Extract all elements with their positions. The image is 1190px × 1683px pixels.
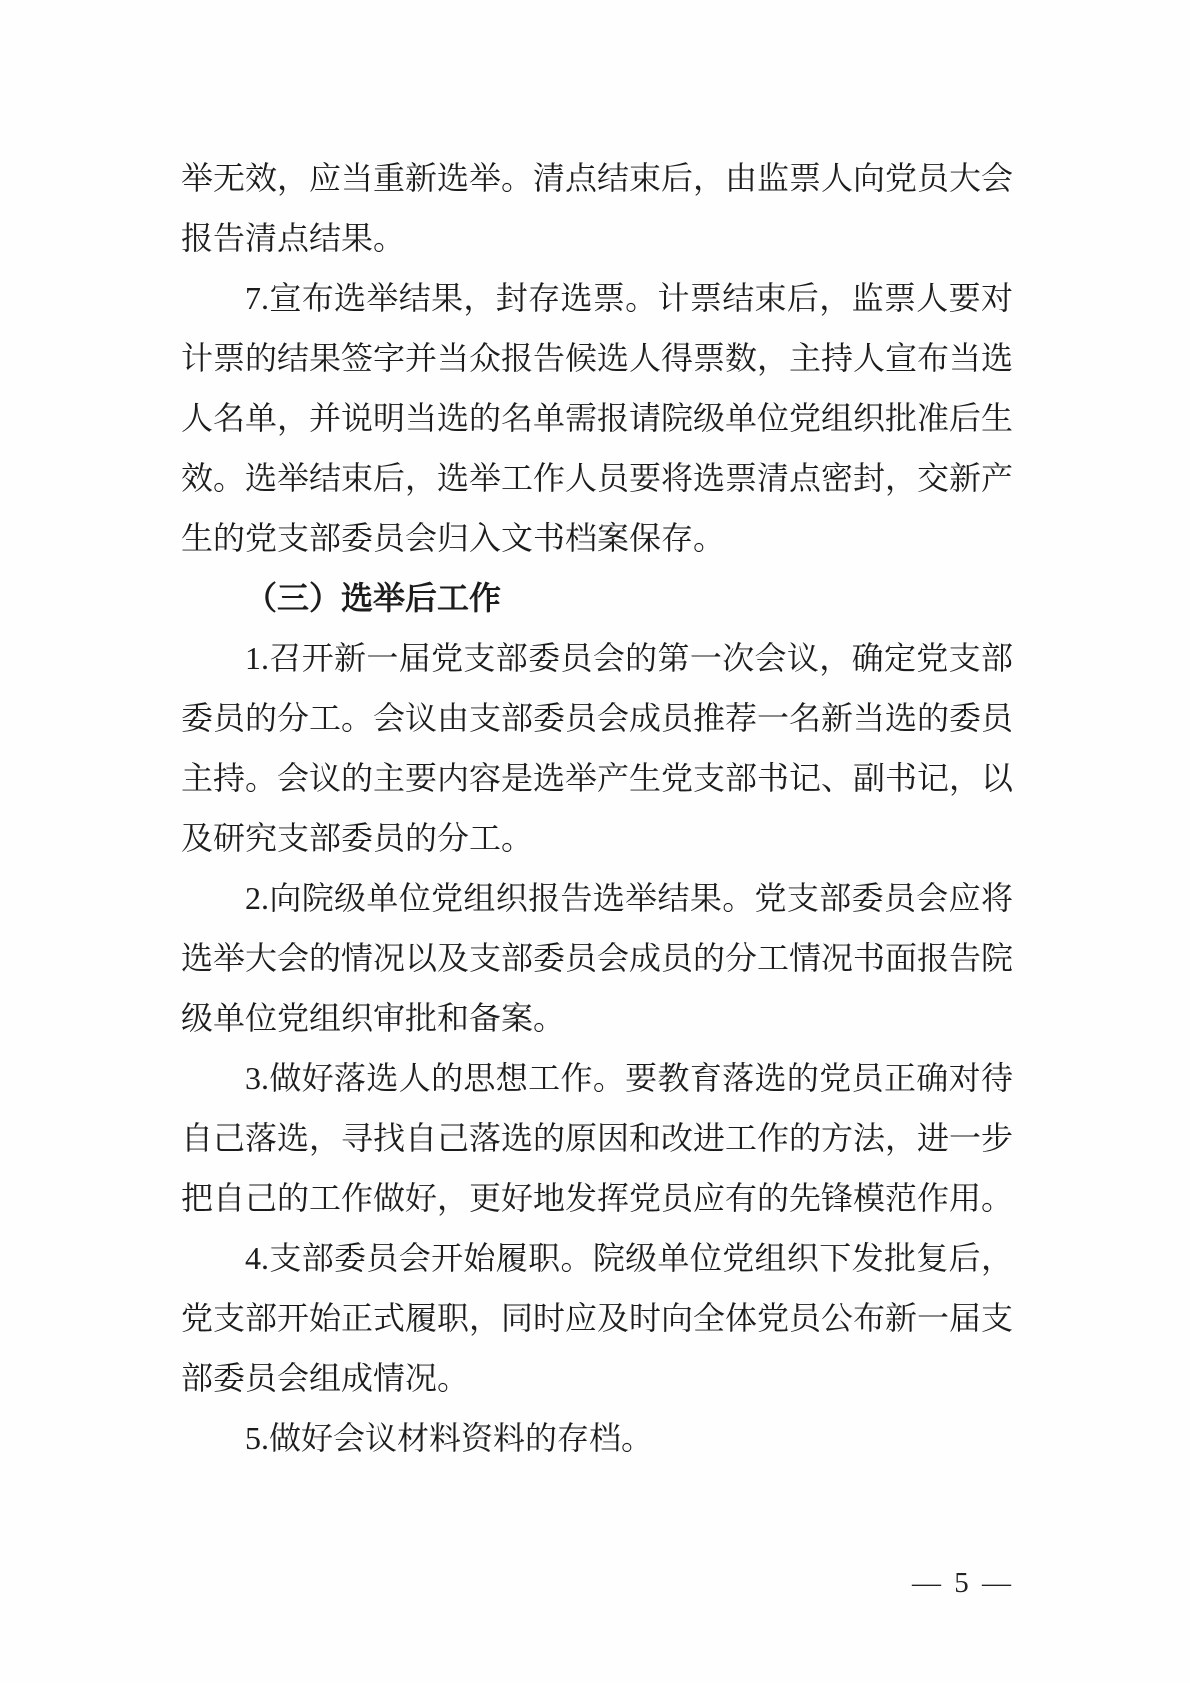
section-heading: （三）选举后工作 bbox=[245, 580, 502, 616]
document-body bbox=[181, 148, 1013, 1468]
paragraph-item-3: 3.做好落选人的思想工作。要教育落选的党员正确对待自己落选，寻找自己落选的原因和改进工作的方法，进一步把自己的工作做好，更好地发挥党员应有的先锋模范作用。 bbox=[181, 1060, 1014, 1216]
paragraph-item-4: 4.支部委员会开始履职。院级单位党组织下发批复后，党支部开始正式履职，同时应及时向全体党员公布新一届支部委员会组成情况。 bbox=[181, 1240, 1014, 1396]
paragraph-item-2: 2.向院级单位党组织报告选举结果。党支部委员会应将选举大会的情况以及支部委员会成员的分工情况书面报告院级单位党组织审批和备案。 bbox=[181, 880, 1014, 1036]
paragraph-item-1: 1.召开新一届党支部委员会的第一次会议，确定党支部委员的分工。会议由支部委员会成员推荐一名新当选的委员主持。会议的主要内容是选举产生党支部书记、副书记，以及研究支部委员的分工。 bbox=[181, 640, 1014, 856]
paragraph-item-5: 5.做好会议材料资料的存档。 bbox=[245, 1420, 654, 1456]
page-number: — 5 — bbox=[912, 1567, 1014, 1599]
paragraph-continuation: 举无效，应当重新选举。清点结束后，由监票人向党员大会报告清点结果。 bbox=[181, 160, 1014, 256]
paragraph-item-7: 7.宣布选举结果，封存选票。计票结束后，监票人要对计票的结果签字并当众报告候选人得票数，主持人宣布当选人名单，并说明当选的名单需报请院级单位党组织批准后生效。选举结束后，选举工作人员要将选票清点密封，交新产生的党支部委员会归入文书档案保存。 bbox=[181, 280, 1014, 556]
